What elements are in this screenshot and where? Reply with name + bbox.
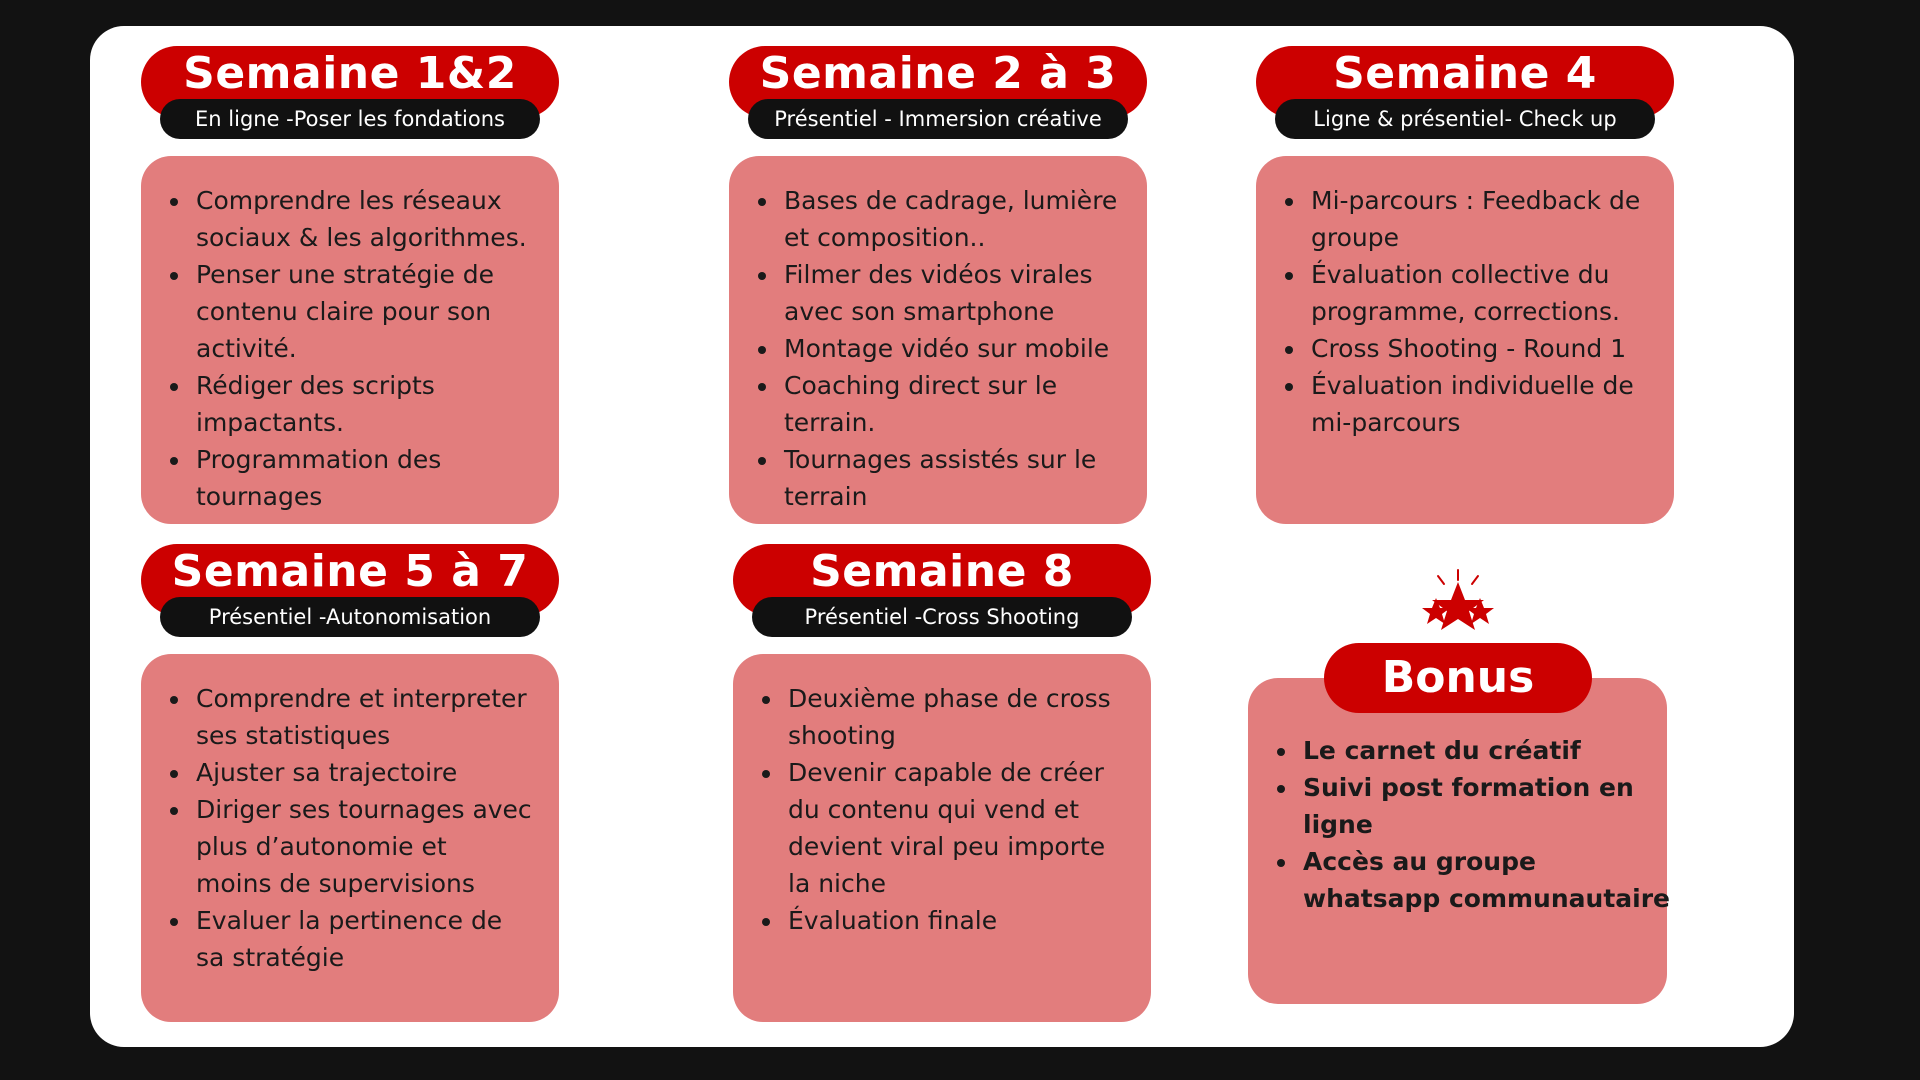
week-2-card [729,156,1147,524]
bonus-title: Bonus [1324,643,1592,713]
week-5-subtitle: Présentiel -Autonomisation [160,597,540,637]
week-1-list [167,182,559,515]
list-item: • Comprendre et interpreter ses statistiques [192,680,559,754]
list-item: • Évaluation collective du programme, corrections. [1307,256,1674,330]
week-2-subtitle: Présentiel - Immersion créative [748,99,1128,139]
list-item: • Le carnet du créatif [1299,732,1667,769]
week-2-block [729,46,1147,524]
list-item: • Montage vidéo sur mobile [780,330,1147,367]
week-1-subtitle: En ligne -Poser les fondations [160,99,540,139]
bonus-block [1248,568,1670,1005]
list-item: • Évaluation individuelle de mi-parcours [1307,367,1674,441]
list-item: • Devenir capable de créer du contenu qui vend et devient viral peu importe la niche [784,754,1151,902]
list-item: • Ajuster sa trajectoire [192,754,559,791]
list-item: • Rédiger des scripts impactants. [192,367,559,441]
list-item: • Cross Shooting - Round 1 [1307,330,1674,367]
list-item: • Diriger ses tournages avec plus d’autonomie et moins de supervisions [192,791,559,902]
week-8-list [759,680,1151,939]
list-item: • Bases de cadrage, lumière et composition.. [780,182,1147,256]
week-8-block [733,544,1151,1022]
list-item: • Comprendre les réseaux sociaux & les algorithmes. [192,182,559,256]
week-5-title: Semaine 5 à 7 [141,544,559,616]
week-8-title: Semaine 8 [733,544,1151,616]
list-item: • Tournages assistés sur le terrain [780,441,1147,515]
week-5-list [167,680,559,976]
stars-icon [1408,568,1508,640]
list-item: • Penser une stratégie de contenu claire pour son activité. [192,256,559,367]
list-item: • Deuxième phase de cross shooting [784,680,1151,754]
list-item: • Programmation des tournages [192,441,559,515]
week-2-list [755,182,1147,515]
bonus-list [1274,732,1670,917]
week-2-title: Semaine 2 à 3 [729,46,1147,118]
list-item: • Évaluation finale [784,902,1151,939]
week-5-card [141,654,559,1022]
week-1-block [141,46,559,524]
week-4-block [1256,46,1674,524]
week-8-subtitle: Présentiel -Cross Shooting [752,597,1132,637]
list-item: • Suivi post formation en ligne [1299,769,1667,843]
list-item: • Accès au groupe whatsapp communautaire [1299,843,1667,917]
list-item: • Mi-parcours : Feedback de groupe [1307,182,1674,256]
list-item: • Evaluer la pertinence de sa stratégie [192,902,559,976]
week-1-title: Semaine 1&2 [141,46,559,118]
week-4-title: Semaine 4 [1256,46,1674,118]
week-4-card [1256,156,1674,524]
week-4-list [1282,182,1674,441]
week-4-subtitle: Ligne & présentiel- Check up [1275,99,1655,139]
list-item: • Coaching direct sur le terrain. [780,367,1147,441]
week-8-card [733,654,1151,1022]
week-5-block [141,544,559,1022]
bonus-card [1248,678,1670,1004]
list-item: • Filmer des vidéos virales avec son smartphone [780,256,1147,330]
week-1-card [141,156,559,524]
